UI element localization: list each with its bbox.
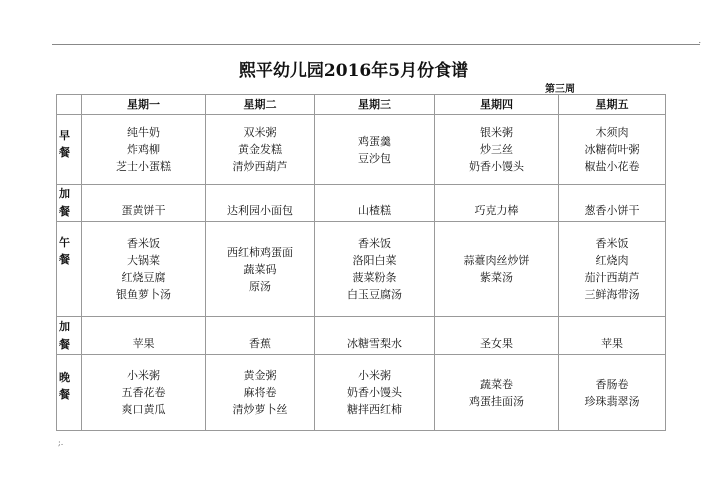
dish: 红烧肉 — [595, 254, 629, 267]
dish: 炒三丝 — [480, 143, 513, 156]
dish: 茄汁西葫芦 — [584, 271, 640, 284]
day-header: 星期一 — [82, 95, 206, 115]
menu-cell — [82, 185, 206, 222]
day-header: 星期三 — [315, 95, 435, 115]
meal-row — [57, 222, 666, 317]
dish: 香米饭 — [358, 237, 391, 250]
menu-cell — [559, 115, 666, 185]
dish: 鸡蛋挂面汤 — [469, 394, 524, 408]
meal-label-char: 餐 — [59, 338, 70, 351]
dish: 蛋黄饼干 — [121, 204, 166, 217]
meal-label — [57, 222, 82, 317]
dish: 炸鸡柳 — [127, 143, 160, 156]
dish: 爽口黄瓜 — [121, 403, 166, 416]
menu-cell — [435, 222, 559, 317]
dish: 奶香小馒头 — [469, 160, 524, 173]
dish: 小米粥 — [127, 369, 160, 382]
corner-mark: . — [698, 36, 701, 45]
dish: 双米粥 — [243, 126, 277, 139]
menu-cell — [315, 115, 435, 185]
dish: 清炒西葫芦 — [232, 160, 288, 173]
menu-cell — [82, 317, 206, 355]
menu-cell — [315, 222, 435, 317]
menu-cell — [206, 355, 315, 431]
week-label: 第三周 — [545, 84, 575, 95]
menu-cell — [206, 185, 315, 222]
dish: 黄金粥 — [243, 369, 277, 382]
dish: 清炒萝卜丝 — [232, 403, 288, 416]
menu-table — [56, 94, 666, 431]
meal-row — [57, 115, 666, 185]
dish: 圣女果 — [480, 337, 513, 350]
dish: 冰糖雪梨水 — [347, 337, 402, 350]
dish: 红烧豆腐 — [121, 271, 166, 284]
dish: 香蕉 — [249, 337, 271, 350]
meal-row — [57, 355, 666, 431]
dish: 冰糖荷叶粥 — [584, 143, 640, 156]
meal-label-char: 加 — [59, 187, 70, 200]
meal-label-char: 加 — [59, 320, 70, 333]
dish: 蒜薹肉丝炒饼 — [463, 254, 530, 267]
dish: 原汤 — [249, 279, 271, 293]
menu-cell — [559, 317, 666, 355]
meal-label — [57, 317, 82, 355]
dish: 山楂糕 — [358, 204, 391, 217]
meal-label-char: 餐 — [59, 146, 70, 159]
meal-row — [57, 317, 666, 355]
dish: 西红柿鸡蛋面 — [227, 245, 293, 259]
dish: 豆沙包 — [358, 151, 391, 165]
dish: 黄金发糕 — [238, 143, 282, 156]
page-title: 熙平幼儿园2016年5月份食谱 — [238, 61, 469, 81]
dish: 白玉豆腐汤 — [347, 288, 402, 301]
menu-cell — [206, 222, 315, 317]
menu-cell — [435, 185, 559, 222]
dish: 小米粥 — [358, 369, 391, 382]
footer-mark: ;. — [58, 438, 64, 447]
dish: 巧克力棒 — [474, 204, 519, 217]
dish: 芝士小蛋糕 — [116, 160, 171, 173]
menu-cell — [435, 317, 559, 355]
dish: 蔬菜卷 — [480, 377, 513, 391]
menu-cell — [435, 115, 559, 185]
menu-cell — [315, 185, 435, 222]
menu-cell — [82, 115, 206, 185]
dish: 鸡蛋羹 — [358, 134, 391, 148]
dish: 大锅菜 — [127, 254, 160, 267]
dish: 菠菜粉条 — [352, 271, 397, 284]
menu-cell — [315, 317, 435, 355]
menu-cell — [559, 222, 666, 317]
dish: 苹果 — [601, 337, 623, 350]
menu-cell — [315, 355, 435, 431]
menu-cell — [206, 115, 315, 185]
meal-row — [57, 185, 666, 222]
dish: 蔬菜码 — [243, 262, 277, 276]
dish: 银鱼萝卜汤 — [116, 288, 171, 301]
header-rule — [52, 44, 700, 45]
meal-label-char: 餐 — [59, 205, 70, 218]
dish: 银米粥 — [480, 126, 513, 139]
dish: 珍珠翡翠汤 — [584, 394, 640, 408]
menu-cell — [206, 317, 315, 355]
meal-label — [57, 185, 82, 222]
meal-label-char: 餐 — [59, 388, 70, 401]
dish: 苹果 — [132, 337, 155, 350]
menu-cell — [559, 185, 666, 222]
meal-label-char: 午 — [59, 236, 70, 249]
dish: 椒盐小花卷 — [584, 160, 640, 173]
day-header: 星期二 — [206, 95, 315, 115]
dish: 木须肉 — [595, 126, 629, 139]
dish: 香米饭 — [127, 237, 160, 250]
dish: 三鲜海带汤 — [584, 288, 640, 301]
dish: 香米饭 — [595, 237, 629, 250]
dish: 糖拌西红柿 — [347, 403, 402, 416]
day-header: 星期四 — [435, 95, 559, 115]
dish: 紫菜汤 — [480, 271, 513, 284]
meal-label — [57, 115, 82, 185]
dish: 达利园小面包 — [227, 204, 293, 217]
dish: 纯牛奶 — [127, 126, 160, 139]
meal-label-char: 晚 — [59, 371, 70, 384]
menu-cell — [559, 355, 666, 431]
dish: 洛阳白菜 — [352, 254, 397, 267]
day-header: 星期五 — [559, 95, 666, 115]
meal-label — [57, 355, 82, 431]
menu-cell — [435, 355, 559, 431]
dish: 五香花卷 — [121, 386, 166, 399]
dish: 奶香小馒头 — [347, 386, 402, 399]
meal-label-char: 早 — [59, 129, 70, 142]
corner-cell — [57, 95, 82, 115]
menu-cell — [82, 222, 206, 317]
menu-cell — [82, 355, 206, 431]
meal-label-char: 餐 — [59, 253, 70, 266]
dish: 麻将卷 — [243, 386, 277, 399]
dish: 香肠卷 — [595, 377, 629, 391]
dish: 葱香小饼干 — [584, 204, 640, 217]
